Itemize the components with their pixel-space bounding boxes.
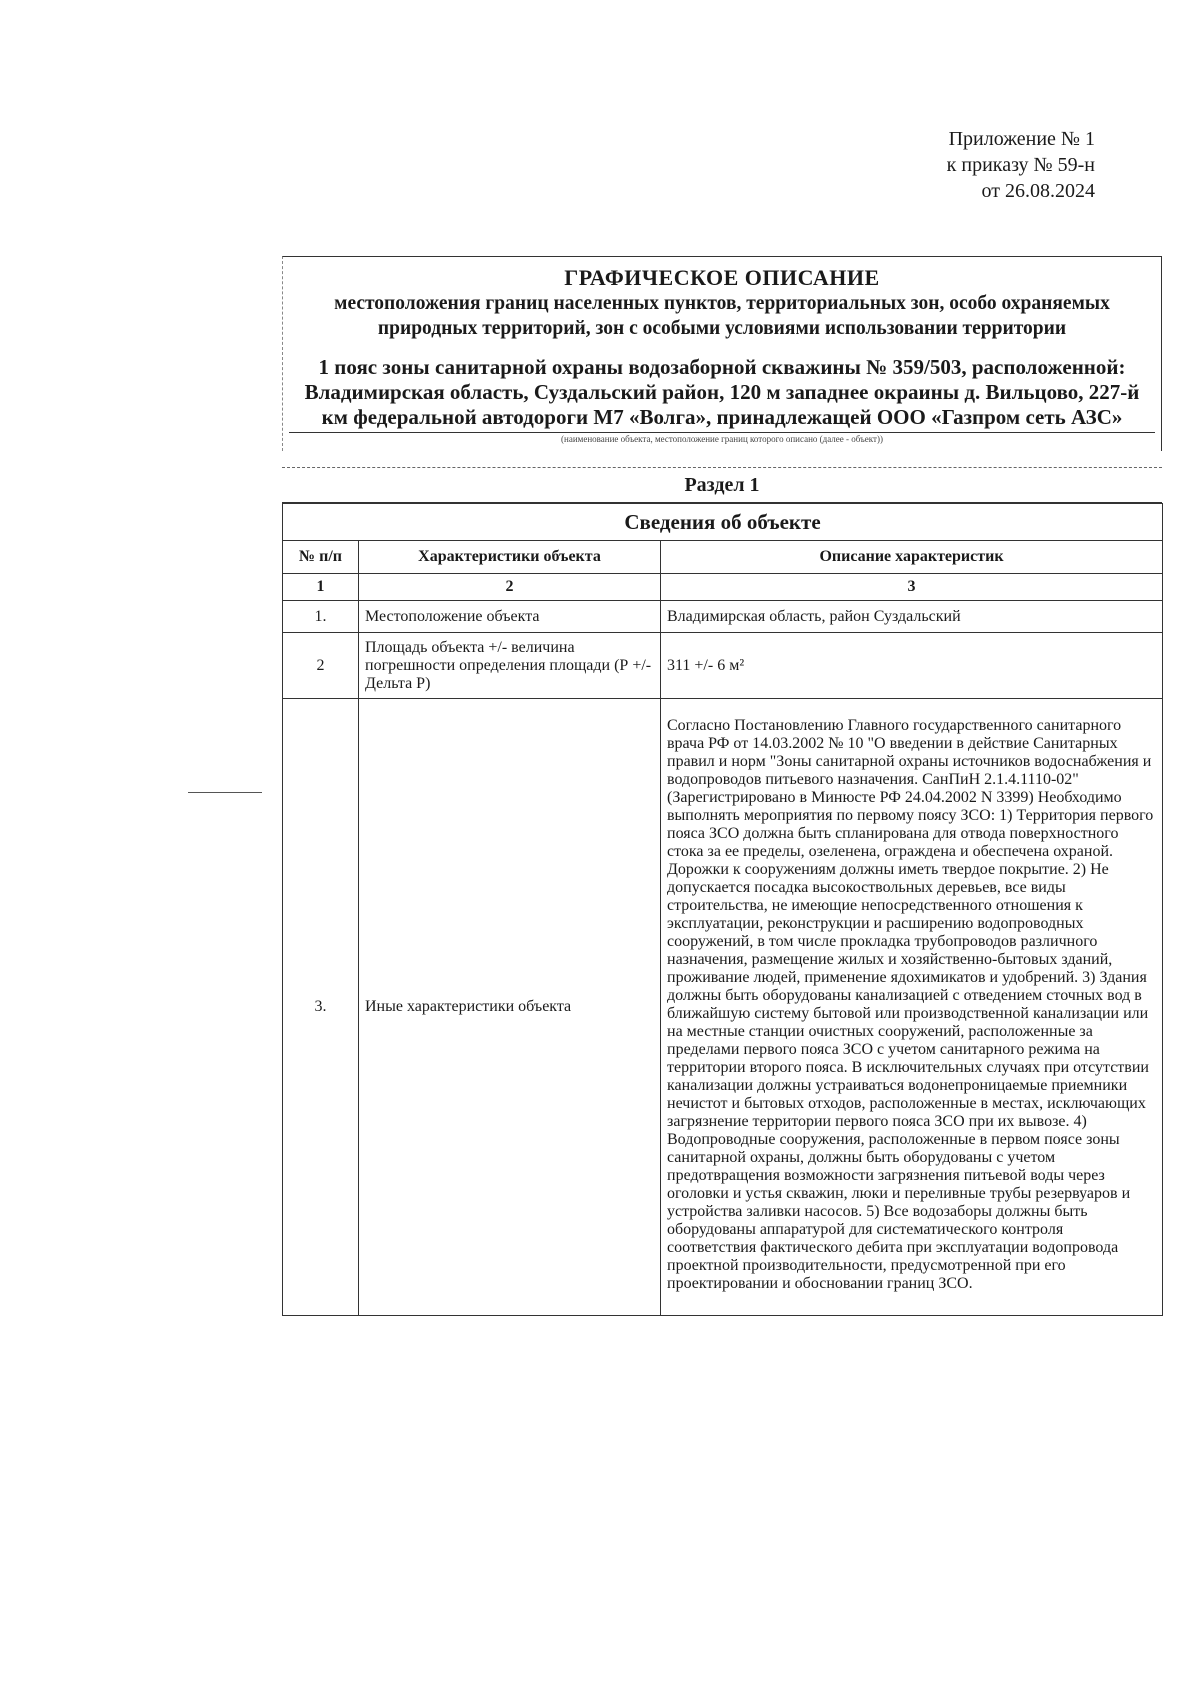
object-name: 1 пояс зоны санитарной охраны водозаборной скважины № 359/503, расположенной: Владимирская область, Суздальский район, 120 м западнее окраины д. Вильцово, 227-й км федеральной автодороги М7 «Волга», принадлежащей ООО «Газпром сеть АЗС»	[304, 355, 1140, 429]
table-caption-row	[283, 504, 1163, 541]
row-number: 3.	[283, 699, 359, 1316]
document-subtitle: местоположения границ населенных пунктов, территориальных зон, особо охраняемых природных территорий, зон с особыми условиями использовании территории	[334, 293, 1110, 339]
table-caption: Сведения об объекте	[283, 504, 1163, 541]
table-row	[283, 699, 1163, 1316]
document-frame	[282, 256, 1162, 1316]
annex-reference	[947, 126, 1095, 204]
row-description: 311 +/- 6 м²	[661, 633, 1163, 699]
column-header-number: № п/п	[283, 541, 359, 574]
column-number-3: 3	[661, 574, 1163, 601]
section-title: Раздел 1	[282, 467, 1162, 503]
object-name-underline	[289, 432, 1155, 433]
row-description: Согласно Постановлению Главного государственного санитарного врача РФ от 14.03.2002 № 10 "О введении в действие Санитарных правил и норм "Зоны санитарной охраны источников водоснабжения и водопроводов питьевого назначения. СанПиН 2.1.4.1110-02" (Зарегистрировано в Минюсте РФ 24.04.2002 N 3399) Необходимо выполнять мероприятия по первому поясу ЗСО: 1) Территория первого пояса ЗСО должна быть спланирована для отвода поверхностного стока за ее пределы, озеленена, ограждена и обеспечена охраной. Дорожки к сооружениям должны иметь твердое покрытие. 2) Не допускается посадка высокоствольных деревьев, все виды строительства, не имеющие непосредственного отношения к эксплуатации, реконструкции и расширению водопроводных сооружений, в том числе прокладка трубопроводов различного назначения, размещение жилых и хозяйственно-бытовых зданий, проживание людей, применение ядохимикатов и удобрений. 3) Здания должны быть оборудованы канализацией с отведением сточных вод в ближайшую систему бытовой или производственной канализации или на местные станции очистных сооружений, расположенные за пределами первого пояса ЗСО с учетом санитарного режима на территории второго пояса. В исключительных случаях при отсутствии канализации должны устраиваться водонепроницаемые приемники нечистот и бытовых отходов, расположенные в местах, исключающих загрязнение территории первого пояса ЗСО при их вывозе. 4) Водопроводные сооружения, расположенные в первом поясе зоны санитарной охраны, должны быть оборудованы с учетом предотвращения возможности загрязнения питьевой воды через оголовки и устья скважин, люки и переливные трубы резервуаров и устройства заливки насосов. 5) Все водозаборы должны быть оборудованы аппаратурой для систематического контроля соответствия фактического дебита при эксплуатации водопровода проектной производительности, предусмотренной при его проектировании и обосновании границ ЗСО.	[661, 699, 1163, 1316]
row-characteristic: Местоположение объекта	[359, 601, 661, 633]
column-number-1: 1	[283, 574, 359, 601]
row-description: Владимирская область, район Суздальский	[661, 601, 1163, 633]
document-title: ГРАФИЧЕСКОЕ ОПИСАНИЕ	[564, 265, 880, 290]
document-header	[282, 256, 1162, 451]
column-header-characteristic: Характеристики объекта	[359, 541, 661, 574]
object-info-table	[282, 503, 1163, 1316]
object-name-caption: (наименование объекта, местоположение границ которого описано (далее - объект))	[561, 434, 883, 444]
column-header-description: Описание характеристик	[661, 541, 1163, 574]
row-characteristic: Иные характеристики объекта	[359, 699, 661, 1316]
row-number: 1.	[283, 601, 359, 633]
annex-date: от 26.08.2024	[981, 180, 1095, 202]
table-row	[283, 633, 1163, 699]
table-row	[283, 601, 1163, 633]
column-number-row	[283, 574, 1163, 601]
column-number-2: 2	[359, 574, 661, 601]
row-number: 2	[283, 633, 359, 699]
row-characteristic: Площадь объекта +/- величина погрешности определения площади (Р +/- Дельта Р)	[359, 633, 661, 699]
margin-mark	[188, 792, 262, 793]
annex-order: к приказу № 59-н	[946, 154, 1095, 176]
table-header-row	[283, 541, 1163, 574]
annex-number: Приложение № 1	[948, 128, 1095, 150]
